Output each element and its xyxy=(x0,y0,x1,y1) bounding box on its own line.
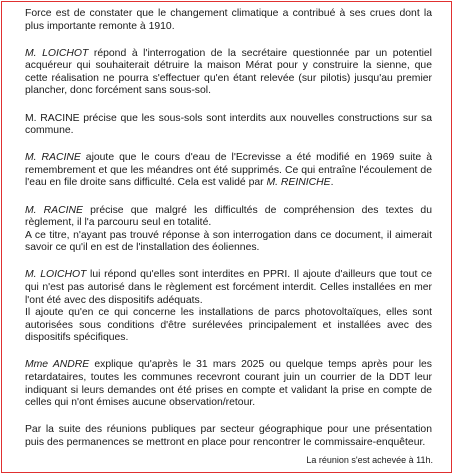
paragraph-loichot-ppri xyxy=(25,269,432,345)
paragraph-crues xyxy=(25,8,432,33)
paragraph-racine-sous-sols xyxy=(25,113,432,138)
speaker-name: M. LOICHOT xyxy=(25,269,87,281)
speaker-name: M. RACINE xyxy=(25,204,83,216)
paragraph-andre-ddt xyxy=(25,359,432,409)
closing-statement: La réunion s'est achevée à 11h. xyxy=(306,455,433,465)
paragraph-text: Force est de constater que le changement climatique a contribué à ses crues dont la plus importante remonte à 1910. xyxy=(25,8,432,32)
speaker-name: M. LOICHOT xyxy=(25,47,89,59)
paragraph-text-continued: A ce titre, n'ayant pas trouvé réponse à son interrogation dans ce document, il aimerait savoir ce qu'il en est de l'installation des éoliennes. xyxy=(25,229,432,254)
paragraph-text: M. RACINE précise que les sous-sols sont interdits aux nouvelles constructions sur sa commune. xyxy=(25,112,432,137)
paragraph-loichot-maison xyxy=(25,48,432,98)
speaker-name: M. RACINE xyxy=(25,152,81,164)
paragraph-text: lui répond qu'elles sont interdites en PPRI. Il ajoute d'ailleurs que tout ce qui n'est pas autorisé dans le règlement est forcément interdit. Celles installées en mer l'ont été avec des dispositifs adéquats. xyxy=(25,269,432,306)
paragraph-racine-reglement xyxy=(25,205,432,255)
paragraph-text: explique qu'après le 31 mars 2025 ou quelque temps après pour les retardataires, toutes les communes recevront courant juin un courrier de la DDT leur indiquant si leurs demandes ont été prises en compte et validant la prise en compte de celles qui n'ont émises aucune observation/retour. xyxy=(25,359,433,409)
paragraph-racine-ecrevisse xyxy=(25,152,432,190)
paragraph-text-continued: Il ajoute qu'en ce qui concerne les installations de parcs photovoltaïques, elles sont autorisées sous conditions d'être surélevées principalement et installées avec des dispositifs spécifiques. xyxy=(25,307,432,344)
paragraph-text: ajoute que le cours d'eau de l'Ecrevisse a été modifié en 1969 suite à remembrement et que les méandres ont été supprimés. Ce qui entraîne l'écoulement de l'eau en file droite sans difficulté. Cela est validé par xyxy=(25,152,432,189)
paragraph-text: précise que malgré les difficultés de compréhension des textes du règlement, il l'a parcouru seul en totalité. xyxy=(25,204,432,229)
speaker-name-validator: M. REINICHE xyxy=(266,177,331,189)
document-body xyxy=(25,8,432,450)
paragraph-text-end: . xyxy=(330,177,334,189)
paragraph-reunions-publiques xyxy=(25,424,432,449)
speaker-name: Mme ANDRE xyxy=(25,359,90,371)
paragraph-text: Par la suite des réunions publiques par secteur géographique pour une présentation puis des permanences se mettront en place pour rencontrer le commissaire-enquêteur. xyxy=(25,424,432,448)
paragraph-text: répond à l'interrogation de la secrétaire questionnée par un potentiel acquéreur qui souhaiterait détruire la maison Mérat pour y construire la sienne, que cette réalisation ne pourra s'effectuer qu'en étant relevée (sur pilotis) jusqu'au premier plancher, donc forcément sans sous-sol. xyxy=(25,47,432,97)
